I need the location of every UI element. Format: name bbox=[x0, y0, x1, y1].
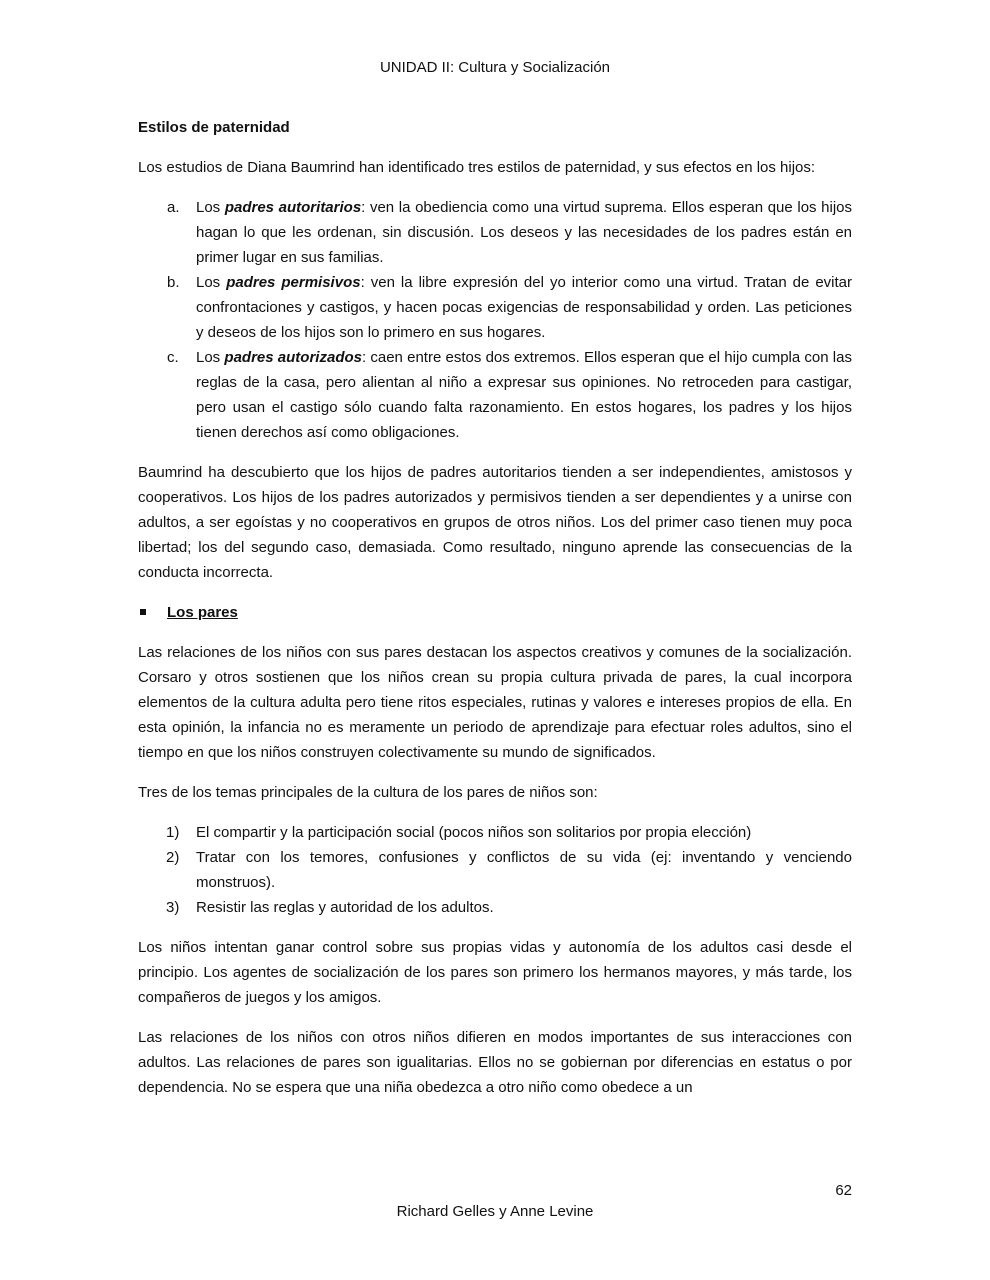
list-item-prefix: Los bbox=[196, 199, 225, 216]
list-item bbox=[138, 895, 852, 920]
list-item-prefix: Los bbox=[196, 274, 227, 291]
parenting-styles-list bbox=[138, 195, 852, 445]
peers-paragraph-4: Las relaciones de los niños con otros niños difieren en modos importantes de sus interacciones con adultos. Las relaciones de pares son igualitarias. Ellos no se gobiernan por diferencias en estatus o por dependencia. No se espera que una niña obedezca a otro niño como obedece a un bbox=[138, 1029, 852, 1096]
list-marker: a. bbox=[167, 199, 180, 216]
list-item-text: Tratar con los temores, confusiones y conflictos de su vida (ej: inventando y venciendo monstruos). bbox=[196, 849, 852, 891]
list-item-text: : ven la obediencia como una virtud suprema. Ellos esperan que los hijos hagan lo que les ordenan, sin discusión. Los deseos y las necesidades de los padres están en primer lugar en sus familias. bbox=[196, 199, 853, 266]
square-bullet-icon bbox=[140, 609, 146, 615]
list-item-text: El compartir y la participación social (pocos niños son solitarios por propia elección) bbox=[196, 824, 752, 841]
list-item bbox=[138, 820, 852, 845]
page-content bbox=[138, 115, 852, 1115]
peers-paragraph-2: Tres de los temas principales de la cultura de los pares de niños son: bbox=[138, 784, 598, 801]
peers-paragraph-1: Las relaciones de los niños con sus pares destacan los aspectos creativos y comunes de la socialización. Corsaro y otros sostienen que los niños crean su propia cultura privada de pares, la cual incorpora elementos de la cultura adulta pero tiene ritos especiales, rutinas y valores e intereses propios de ella. En esta opinión, la infancia no es meramente un periodo de aprendizaje para efectuar roles adultos, sino el tiempo en que los niños construyen colectivamente su mundo de significados. bbox=[138, 644, 852, 761]
running-header: UNIDAD II: Cultura y Socialización bbox=[379, 59, 611, 76]
list-item-text: : caen entre estos dos extremos. Ellos esperan que el hijo cumpla con las reglas de la casa, pero alientan al niño a expresar sus opiniones. No retroceden para castigar, pero usan el castigo sólo cuando falta razonamiento. En estos hogares, los padres y los hijos tienen derechos así como obligaciones. bbox=[196, 349, 852, 441]
list-item bbox=[138, 845, 852, 895]
peer-themes-list bbox=[138, 820, 852, 920]
section-heading-label: Los pares bbox=[167, 604, 238, 621]
list-item-term: padres permisivos bbox=[226, 274, 361, 291]
intro-paragraph: Los estudios de Diana Baumrind han identificado tres estilos de paternidad, y sus efectos en los hijos: bbox=[138, 159, 816, 176]
page-number: 62 bbox=[835, 1182, 852, 1199]
peers-paragraph-3: Los niños intentan ganar control sobre sus propias vidas y autonomía de los adultos casi desde el principio. Los agentes de socialización de los pares son primero los hermanos mayores, y más tarde, los compañeros de juegos y los amigos. bbox=[138, 939, 852, 1006]
list-marker: b. bbox=[167, 274, 180, 291]
running-footer: Richard Gelles y Anne Levine bbox=[396, 1203, 594, 1220]
list-item-prefix: Los bbox=[196, 349, 225, 366]
section-heading-peers bbox=[138, 600, 852, 625]
list-marker: c. bbox=[167, 349, 179, 366]
list-item-text: Resistir las reglas y autoridad de los adultos. bbox=[196, 899, 494, 916]
conclusion-paragraph: Baumrind ha descubierto que los hijos de padres autoritarios tienden a ser independientes, amistosos y cooperativos. Los hijos de los padres autorizados y permisivos tienden a ser dependientes y a unirse con adultos, a ser egoístas y no cooperativos en grupos de otros niños. Los del primer caso tienen muy poca libertad; los del segundo caso, demasiada. Como resultado, ninguno aprende las consecuencias de la conducta incorrecta. bbox=[138, 464, 852, 581]
list-marker: 1) bbox=[166, 824, 180, 841]
list-item bbox=[138, 345, 852, 445]
list-marker: 3) bbox=[166, 899, 180, 916]
list-item bbox=[138, 270, 852, 345]
list-marker: 2) bbox=[166, 849, 180, 866]
section-heading-parenting-styles: Estilos de paternidad bbox=[138, 119, 290, 136]
list-item-text: : ven la libre expresión del yo interior como una virtud. Tratan de evitar confrontaciones y castigos, y hacen pocas exigencias de responsabilidad y orden. Las peticiones y deseos de los hijos son lo primero en sus hogares. bbox=[196, 274, 853, 341]
list-item-term: padres autoritarios bbox=[224, 199, 362, 216]
list-item-term: padres autorizados bbox=[224, 349, 362, 366]
list-item bbox=[138, 195, 852, 270]
